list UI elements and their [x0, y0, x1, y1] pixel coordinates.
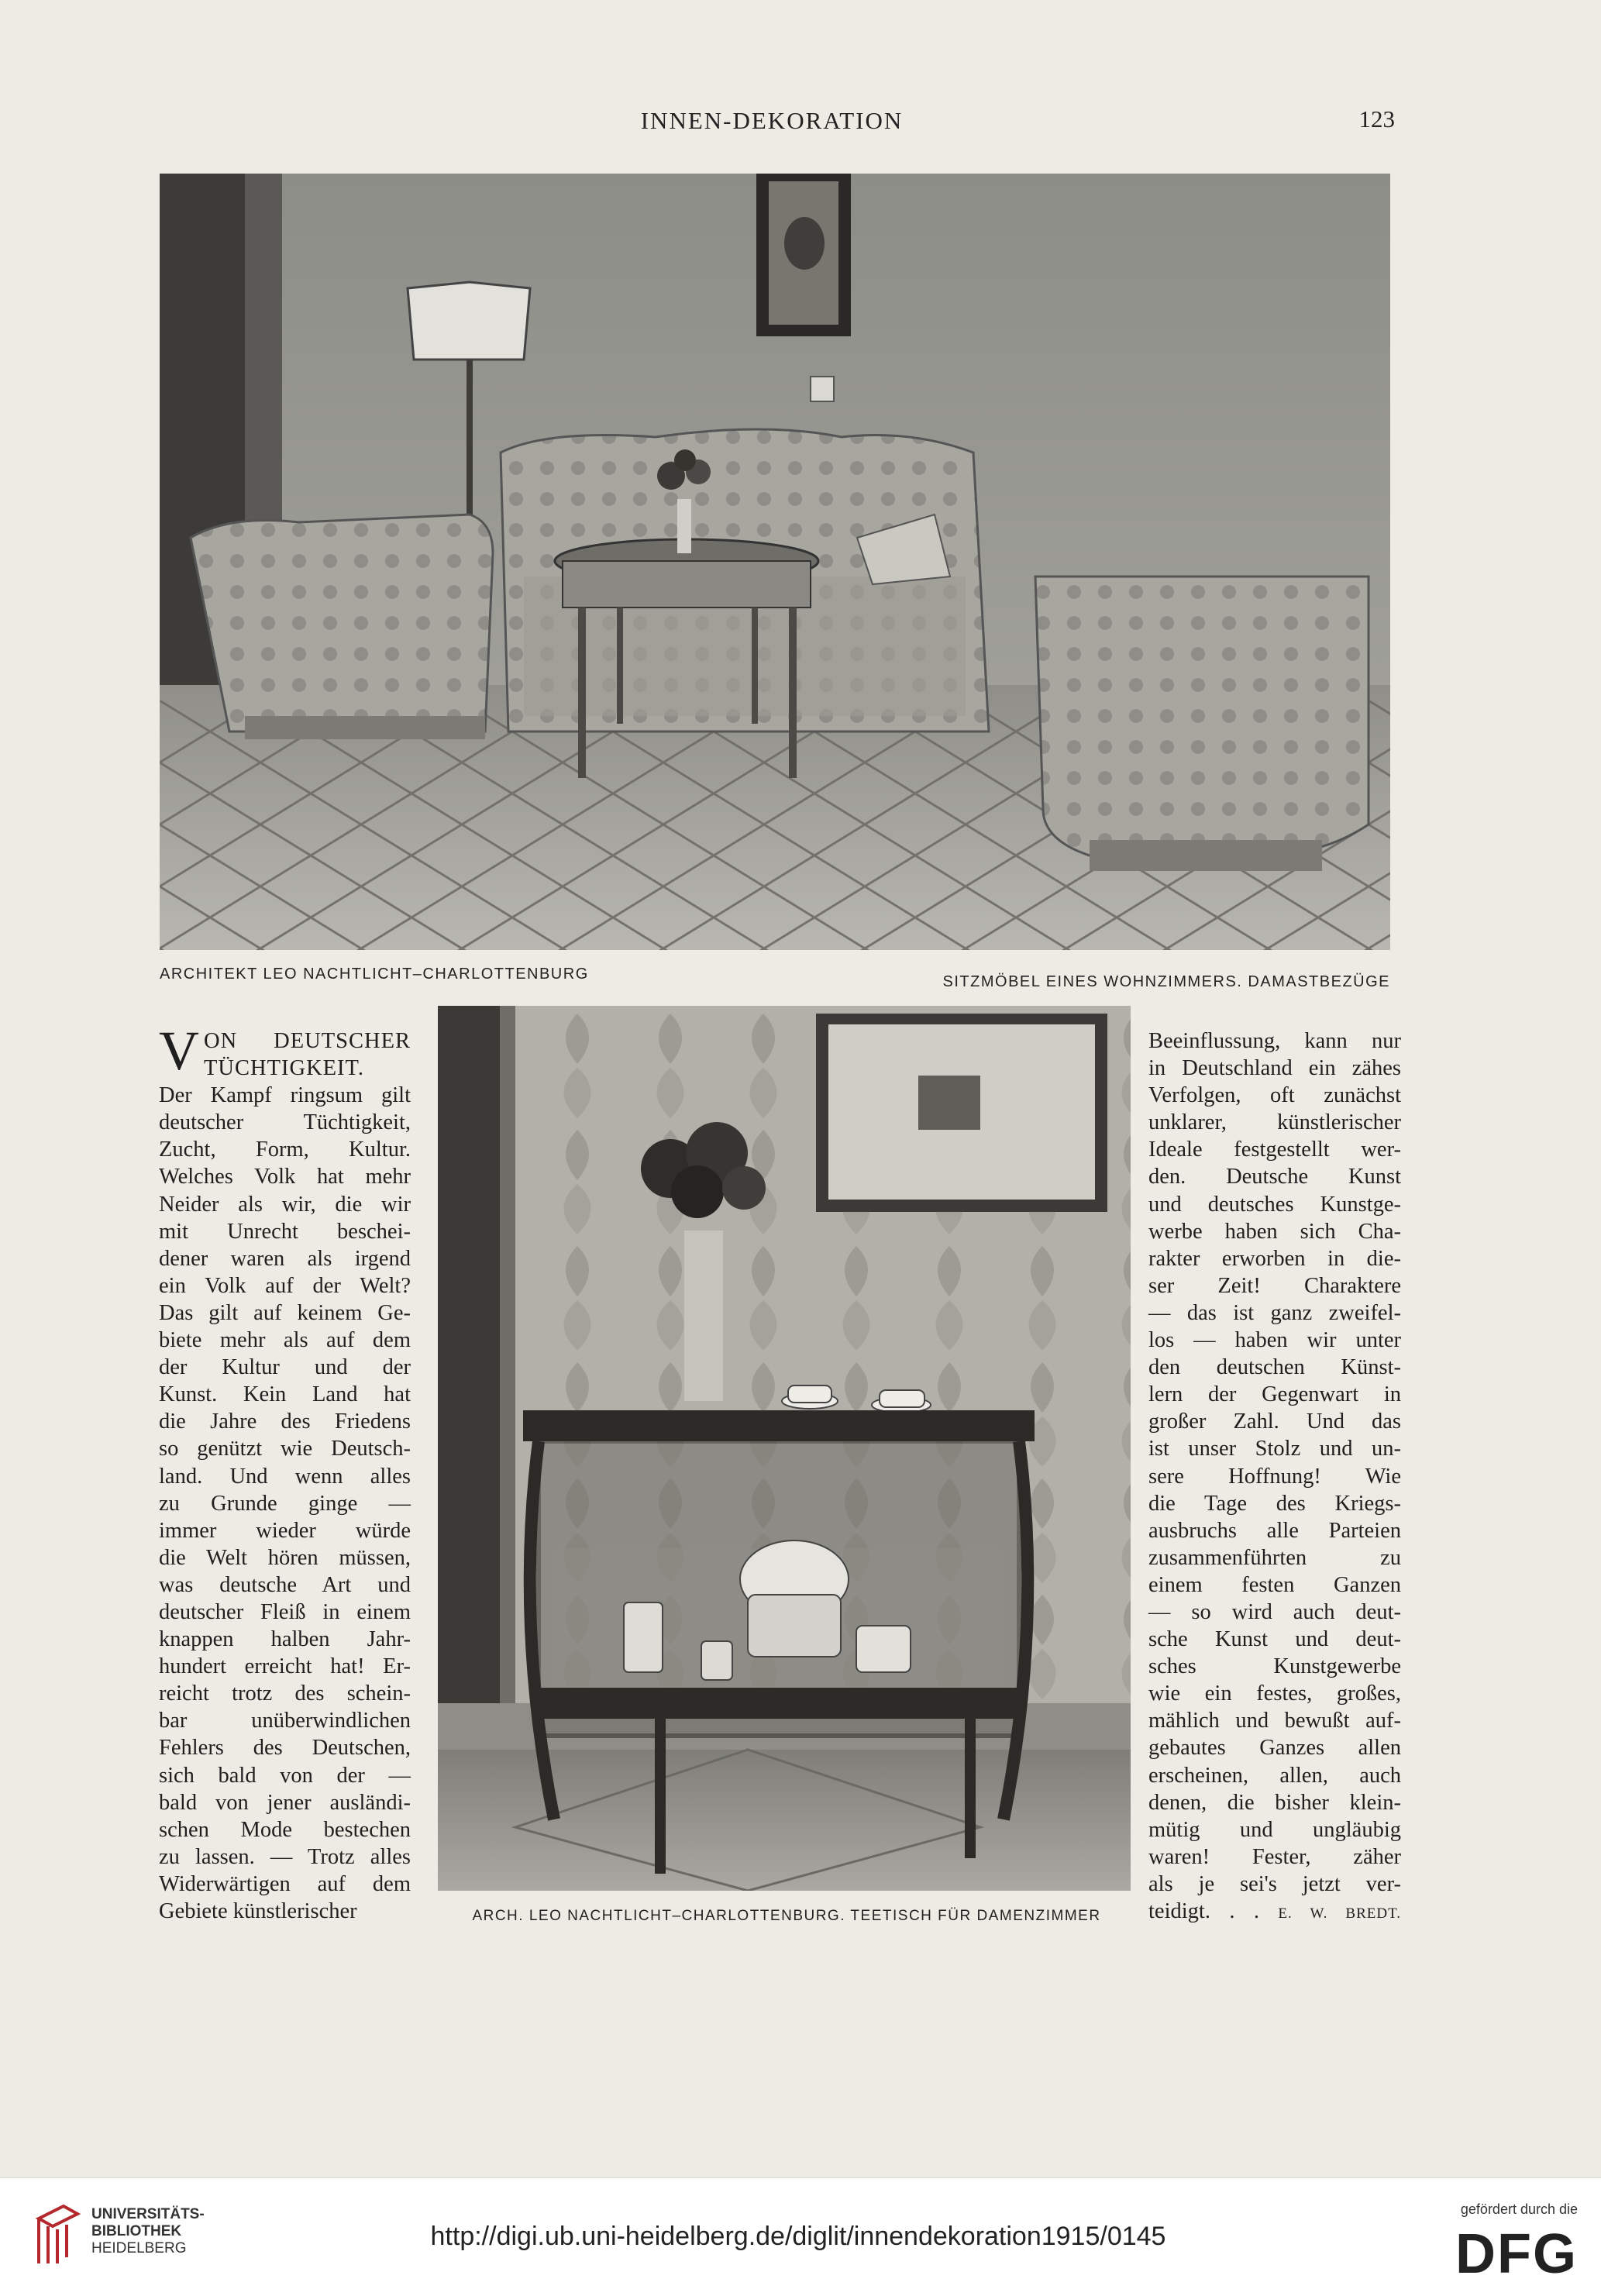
- text-line: Gebiete künstlerischer: [159, 1899, 357, 1923]
- text-line: mit Unrecht beschei-: [159, 1219, 411, 1244]
- text-line: großer Zahl. Und das: [1148, 1410, 1401, 1434]
- text-line: mählich und bewußt auf-: [1148, 1709, 1401, 1733]
- article-author: E. W. BREDT.: [1278, 1905, 1402, 1922]
- text-line: lern der Gegenwart in: [1148, 1382, 1401, 1407]
- drop-cap: V: [159, 1020, 199, 1082]
- text-line: werbe haben sich Cha-: [1148, 1219, 1401, 1244]
- text-line: hundert erreicht hat! Er-: [159, 1654, 411, 1679]
- text-line: Ideale festgestellt wer-: [1148, 1138, 1401, 1162]
- text-line: deutscher Tüchtigkeit,: [159, 1110, 411, 1135]
- text-line: zusammenführten zu: [1148, 1545, 1401, 1570]
- text-line: deutscher Fleiß in einem: [159, 1599, 411, 1624]
- text-line: bald von jener ausländi-: [159, 1790, 411, 1815]
- text-line: Widerwärtigen auf dem: [159, 1871, 411, 1896]
- text-line: sche Kunst und deut-: [1148, 1627, 1401, 1652]
- text-line: als je sei's jetzt ver-: [1148, 1871, 1401, 1896]
- text-line: — so wird auch deut-: [1148, 1599, 1401, 1624]
- text-line: zu lassen. — Trotz alles: [159, 1844, 411, 1869]
- text-line: sches Kunstgewerbe: [1148, 1654, 1401, 1679]
- text-line: Der Kampf ringsum gilt: [159, 1083, 411, 1108]
- text-line: den deutschen Künst-: [1148, 1355, 1401, 1380]
- left-text-lines: [159, 1082, 411, 1925]
- funded-by-label: gefördert durch die: [1460, 2201, 1578, 2217]
- text-line: ein Volk auf der Welt?: [159, 1273, 411, 1298]
- text-line: unklarer, künstlerischer: [1148, 1110, 1401, 1135]
- text-line: waren! Fester, zäher: [1148, 1844, 1401, 1869]
- text-line: reicht trotz des schein-: [159, 1682, 411, 1706]
- library-line-1: UNIVERSITÄTS-: [91, 2206, 205, 2222]
- text-line: bar unüberwindlichen: [159, 1709, 411, 1733]
- text-line: der Kultur und der: [159, 1355, 411, 1380]
- text-line: knappen halben Jahr-: [159, 1627, 411, 1652]
- text-line: Verfolgen, oft zunächst: [1148, 1083, 1401, 1108]
- text-line: Das gilt auf keinem Ge-: [159, 1300, 411, 1325]
- library-line-3: HEIDELBERG: [91, 2240, 187, 2256]
- photo-caption-tea-table: ARCH. LEO NACHTLICHT–CHARLOTTENBURG. TEETISCH FÜR DAMENZIMMER: [472, 1908, 1101, 1924]
- text-line: die Welt hören müssen,: [159, 1545, 411, 1570]
- text-line: ist unser Stolz und un-: [1148, 1437, 1401, 1461]
- text-line: die Jahre des Friedens: [159, 1410, 411, 1434]
- text-line: Beeinflussung, kann nur: [1148, 1029, 1401, 1053]
- text-line: Zucht, Form, Kultur.: [159, 1138, 411, 1162]
- text-line: — das ist ganz zweifel-: [1148, 1300, 1401, 1325]
- photo-living-room-seating: [160, 174, 1390, 950]
- text-line: in Deutschland ein zähes: [1148, 1056, 1401, 1081]
- text-line: los — haben wir unter: [1148, 1328, 1401, 1353]
- text-line: rakter erworben in die-: [1148, 1246, 1401, 1271]
- article-column-right: [1148, 1028, 1401, 1925]
- article-final-text: teidigt. . .: [1148, 1899, 1259, 1923]
- right-text-lines: [1148, 1028, 1401, 1898]
- text-line: land. Und wenn alles: [159, 1464, 411, 1489]
- text-line: immer wieder würde: [159, 1518, 411, 1543]
- text-line: denen, die bisher klein-: [1148, 1790, 1401, 1815]
- text-line: wie ein festes, großes,: [1148, 1682, 1401, 1706]
- running-head: INNEN-DEKORATION: [640, 107, 904, 134]
- text-line: und deutsches Kunstge-: [1148, 1192, 1401, 1217]
- article-heading-line-1: ON DEUTSCHER: [204, 1029, 411, 1053]
- text-line: einem festen Ganzen: [1148, 1572, 1401, 1597]
- text-line: ser Zeit! Charaktere: [1148, 1273, 1401, 1298]
- text-line: die Tage des Kriegs-: [1148, 1491, 1401, 1516]
- text-line: Neider als wir, die wir: [159, 1192, 411, 1217]
- text-line: Kunst. Kein Land hat: [159, 1382, 411, 1407]
- text-line: zu Grunde ginge —: [159, 1491, 411, 1516]
- digitization-footer: [0, 2177, 1601, 2296]
- article-heading-line-2: TÜCHTIGKEIT.: [204, 1056, 364, 1081]
- text-line: mütig und ungläubig: [1148, 1817, 1401, 1842]
- university-library-name: [91, 2206, 205, 2257]
- text-line: was deutsche Art und: [159, 1572, 411, 1597]
- text-line: den. Deutsche Kunst: [1148, 1165, 1401, 1189]
- article-final-line: [1148, 1898, 1401, 1925]
- page-number: 123: [1358, 105, 1395, 133]
- library-line-2: BIBLIOTHEK: [91, 2223, 182, 2239]
- text-line: dener waren als irgend: [159, 1246, 411, 1271]
- text-line: schen Mode bestechen: [159, 1817, 411, 1842]
- text-line: erscheinen, allen, auch: [1148, 1763, 1401, 1788]
- text-line: biete mehr als auf dem: [159, 1328, 411, 1353]
- photo-caption-title: SITZMÖBEL EINES WOHNZIMMERS. DAMASTBEZÜGE: [942, 973, 1390, 990]
- text-line: sich bald von der —: [159, 1763, 411, 1788]
- article-column-left: [159, 1020, 411, 1925]
- text-line: gebautes Ganzes allen: [1148, 1736, 1401, 1761]
- photo-tea-table: [438, 1006, 1131, 1891]
- source-url-link[interactable]: http://digi.ub.uni-heidelberg.de/diglit/innendekoration1915/0145: [430, 2222, 1166, 2251]
- university-library-logo-icon: [33, 2203, 84, 2267]
- text-line: Welches Volk hat mehr: [159, 1165, 411, 1189]
- text-line: so genützt wie Deutsch-: [159, 1437, 411, 1461]
- dfg-logo: DFG: [1455, 2223, 1578, 2285]
- text-line: sere Hoffnung! Wie: [1148, 1464, 1401, 1489]
- text-line: ausbruchs alle Parteien: [1148, 1518, 1401, 1543]
- photo-caption-architect: ARCHITEKT LEO NACHTLICHT–CHARLOTTENBURG: [160, 966, 589, 983]
- text-line: Fehlers des Deutschen,: [159, 1736, 411, 1761]
